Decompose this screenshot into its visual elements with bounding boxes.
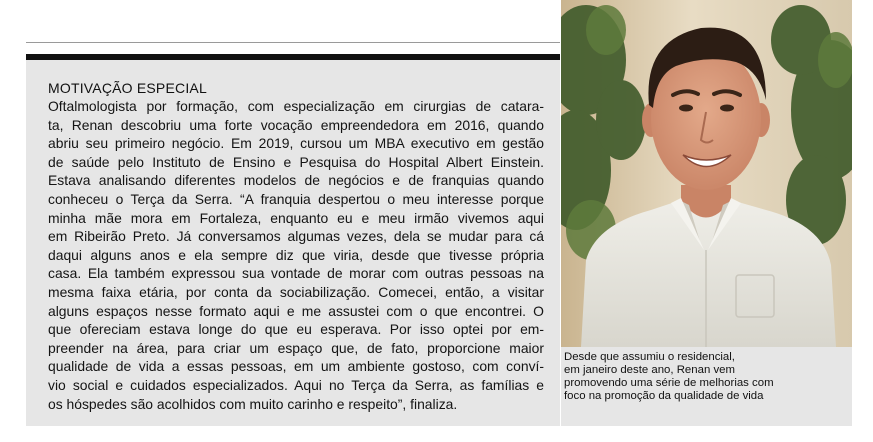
photo-caption <box>564 351 848 403</box>
portrait-photo <box>561 0 852 347</box>
photo-panel <box>561 0 852 426</box>
body-line: abriu seu primeiro negócio. Em 2019, cursou um MBA executivo em gestão <box>48 135 544 152</box>
section-heading: MOTIVAÇÃO ESPECIAL <box>48 80 207 96</box>
body-line: Estava analisando diferentes modelos de negócios e de franquias quando <box>48 172 544 189</box>
caption-line: Desde que assumiu o residencial, <box>564 351 735 363</box>
body-line: mesma faixa etária, por conta da sociabilização. Comecei, então, a visitar <box>48 283 544 300</box>
article-box <box>26 54 560 426</box>
caption-line: foco na promoção da qualidade de vida <box>564 390 764 402</box>
body-line: minha mãe mora em Fortaleza, enquanto eu e meu irmão vivemos aqui <box>48 209 544 226</box>
caption-line: em janeiro deste ano, Renan vem <box>564 364 735 376</box>
body-line: vio social e cuidados especializados. Aqui no Terça da Serra, as famílias e <box>48 376 544 393</box>
body-line: preender na área, para criar um espaço que, de fato, proporcione maior <box>48 339 544 356</box>
caption-line: promovendo uma série de melhorias com <box>564 377 774 389</box>
body-line: de saúde pelo Instituto de Ensino e Pesquisa do Hospital Albert Einstein. <box>48 153 544 170</box>
body-line: qualidade de vida a essas pessoas, em um ambiente gostoso, com conví- <box>48 358 544 375</box>
body-line: alguns espaços nesse formato aqui e me assustei com o que encontrei. O <box>48 302 544 319</box>
body-line: em Ribeirão Preto. Já conversamos algumas vezes, dela se mudar para cá <box>48 228 544 245</box>
body-line: conheceu o Terça da Serra. “A franquia despertou o meu interesse porque <box>48 190 544 207</box>
body-line: daqui alguns anos e ela sempre diz que viria, desde que tivesse própria <box>48 246 544 263</box>
body-line: casa. Ela também expressou sua vontade de morar com outras pessoas na <box>48 265 544 282</box>
body-line: Oftalmologista por formação, com especialização em cirurgias de catara- <box>48 98 544 114</box>
body-line: os hóspedes são acolhidos com muito carinho e respeito”, finaliza. <box>48 395 458 412</box>
article-body <box>48 97 544 413</box>
top-divider <box>26 42 560 43</box>
body-line: ta, Renan descobriu uma forte vocação empreendedora em 2016, quando <box>48 116 544 133</box>
body-line: que ofereciam estava longe do que eu esperava. Por isso optei por em- <box>48 321 544 338</box>
